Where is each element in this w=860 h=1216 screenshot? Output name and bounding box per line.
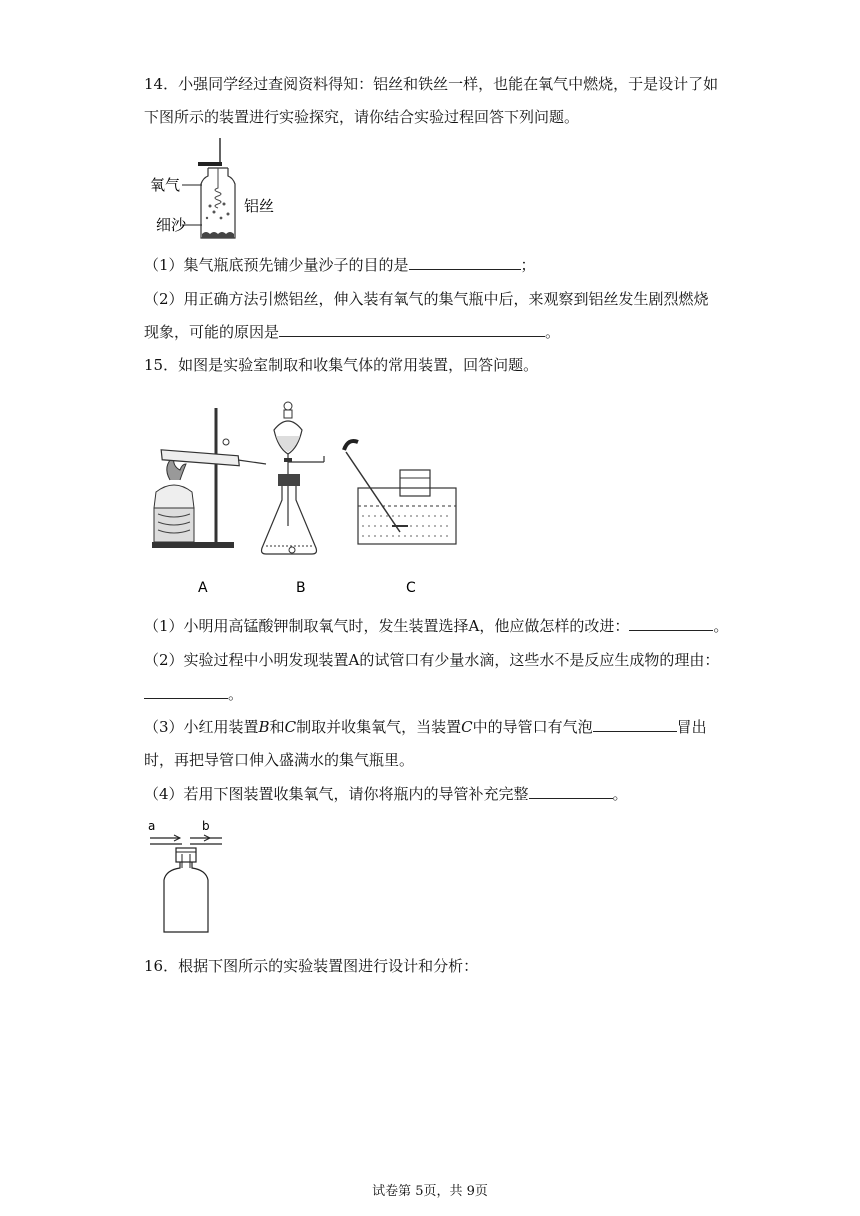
answer-blank[interactable] (529, 784, 613, 799)
q15-bottle-figure (146, 818, 226, 936)
answer-blank[interactable] (279, 322, 545, 337)
answer-blank[interactable] (629, 616, 713, 631)
q15-sub2: （2）实验过程中小明发现装置A的试管口有少量水滴，这些水不是反应生成物的理由： (144, 651, 720, 669)
q15-sub3-g: 冒出 (676, 718, 707, 736)
q15-sub1-text: （1）小明用高锰酸钾制取氧气时，发生装置选择A，他应做怎样的改进： (144, 617, 630, 635)
q14-figure (148, 138, 288, 243)
q14-sub1-text: （1）集气瓶底预先铺少量沙子的目的是 (144, 256, 409, 274)
q15-sub3-line2: 时，再把导管口伸入盛满水的集气瓶里。 (144, 751, 415, 769)
q15-line1: 15．如图是实验室制取和收集气体的常用装置，回答问题。 (144, 356, 539, 374)
q14-sub2-line2 (144, 322, 560, 342)
apparatus-c (344, 441, 456, 544)
q15-sub4-text: （4）若用下图装置收集氧气，请你将瓶内的导管补充完整 (144, 785, 529, 803)
tube-a-label: a (148, 819, 156, 833)
tube-b-label: b (202, 819, 210, 833)
q15-sub3-c: 和 (269, 718, 285, 736)
apparatus-a (152, 408, 266, 548)
answer-blank[interactable] (593, 717, 677, 732)
q15-sub3-b: B (258, 718, 270, 736)
q14-sub2-end: 。 (545, 323, 561, 341)
apparatus-b (262, 402, 325, 554)
q14-line2: 下图所示的装置进行实验探究，请你结合实验过程回答下列问题。 (144, 108, 580, 126)
q15-sub4 (144, 784, 628, 804)
q14-sub1 (144, 255, 536, 275)
q15-sub4-end: 。 (612, 785, 628, 803)
q15-figure (148, 396, 458, 600)
oxygen-label: 氧气 (150, 176, 181, 194)
q14-sub2-line1: （2）用正确方法引燃铝丝，伸入装有氧气的集气瓶中后，来观察到铝丝发生剧烈燃烧 (144, 290, 709, 308)
q15-sub2-end: 。 (228, 685, 244, 703)
q14-sub2-text: 现象，可能的原因是 (144, 323, 280, 341)
q14-sub1-end: ； (520, 256, 536, 274)
label-b: B (296, 580, 306, 596)
wire-label: 铝丝 (244, 197, 275, 215)
q15-sub2-answer (144, 684, 243, 704)
q14-line1: 14．小强同学经过查阅资料得知：铝丝和铁丝一样，也能在氧气中燃烧，于是设计了如 (144, 75, 719, 93)
q15-sub1 (144, 616, 728, 636)
q15-sub3-f: 中的导管口有气泡 (472, 718, 593, 736)
page-footer: 试卷第 5页，共 9页 (372, 1184, 488, 1199)
q15-sub3-a: （3）小红用装置 (144, 718, 259, 736)
label-a: A (198, 580, 208, 596)
answer-blank[interactable] (144, 684, 228, 699)
q16-line1: 16．根据下图所示的实验装置图进行设计和分析： (144, 957, 479, 975)
q15-sub3-c-letter: C (284, 718, 297, 736)
q15-sub3-e: C (461, 718, 473, 736)
answer-blank[interactable] (409, 255, 521, 270)
q15-sub1-end: 。 (713, 617, 729, 635)
q15-sub3-d: 制取并收集氧气，当装置 (296, 718, 462, 736)
label-c: C (406, 580, 416, 596)
q15-sub3 (144, 717, 707, 737)
sand-label: 细沙 (156, 216, 187, 234)
